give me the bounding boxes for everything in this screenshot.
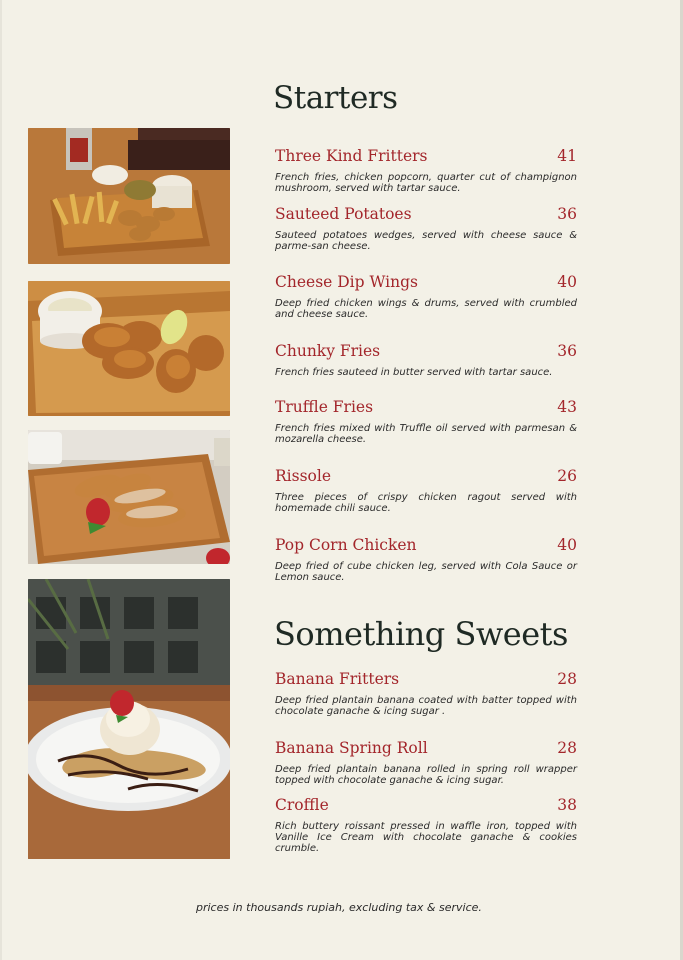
menu-item [275,342,577,378]
rissole-photo [28,430,230,564]
item-price: 28 [557,670,577,688]
item-description: French fries sauteed in butter served with tartar sauce. [275,367,553,378]
item-price: 36 [557,205,577,223]
item-price: 43 [557,398,577,416]
item-name: Chunky Fries [275,342,381,360]
menu-item [275,205,577,252]
menu-item [275,273,577,320]
menu-item [275,796,577,854]
item-price: 40 [557,536,577,554]
item-price: 38 [557,796,577,814]
item-description: French fries, chicken popcorn, quarter cut of champignon mushroom, served with tartar sauce. [275,172,577,194]
menu-item [275,467,577,514]
item-name: Pop Corn Chicken [275,536,417,554]
item-description: Rich buttery roissant pressed in waffle iron, topped with Vanille Ice Cream with chocolate ganache & cookies crumble. [275,821,577,854]
item-description: Three pieces of crispy chicken ragout served with homemade chili sauce. [275,492,577,514]
page-edge-left [0,0,2,960]
item-name: Three Kind Fritters [275,147,428,165]
sweets-heading: Something Sweets [274,615,568,653]
item-name: Banana Fritters [275,670,400,688]
item-description: French fries mixed with Truffle oil served with parmesan & mozarella cheese. [275,423,577,445]
item-name: Truffle Fries [275,398,374,416]
menu-item [275,398,577,445]
item-price: 41 [557,147,577,165]
item-price: 28 [557,739,577,757]
menu-item [275,147,577,194]
item-price: 36 [557,342,577,360]
item-description: Sauteed potatoes wedges, served with cheese sauce & parme-san cheese. [275,230,577,252]
item-name: Cheese Dip Wings [275,273,418,291]
item-name: Sauteed Potatoes [275,205,412,223]
item-name: Croffle [275,796,329,814]
item-price: 26 [557,467,577,485]
price-note: prices in thousands rupiah, excluding tax & service. [196,901,482,914]
wings-photo [28,281,230,416]
croffle-photo [28,579,230,859]
item-description: Deep fried plantain banana rolled in spring roll wrapper topped with chocolate ganache & icing sugar. [275,764,577,786]
starters-heading: Starters [273,80,398,116]
item-price: 40 [557,273,577,291]
item-name: Rissole [275,467,331,485]
menu-item [275,670,577,717]
menu-item [275,739,577,786]
item-description: Deep fried of cube chicken leg, served with Cola Sauce or Lemon sauce. [275,561,577,583]
fritters-photo [28,128,230,264]
menu-item [275,536,577,583]
item-description: Deep fried chicken wings & drums, served with crumbled and cheese sauce. [275,298,577,320]
item-description: Deep fried plantain banana coated with batter topped with chocolate ganache & icing sugar . [275,695,577,717]
item-name: Banana Spring Roll [275,739,428,757]
